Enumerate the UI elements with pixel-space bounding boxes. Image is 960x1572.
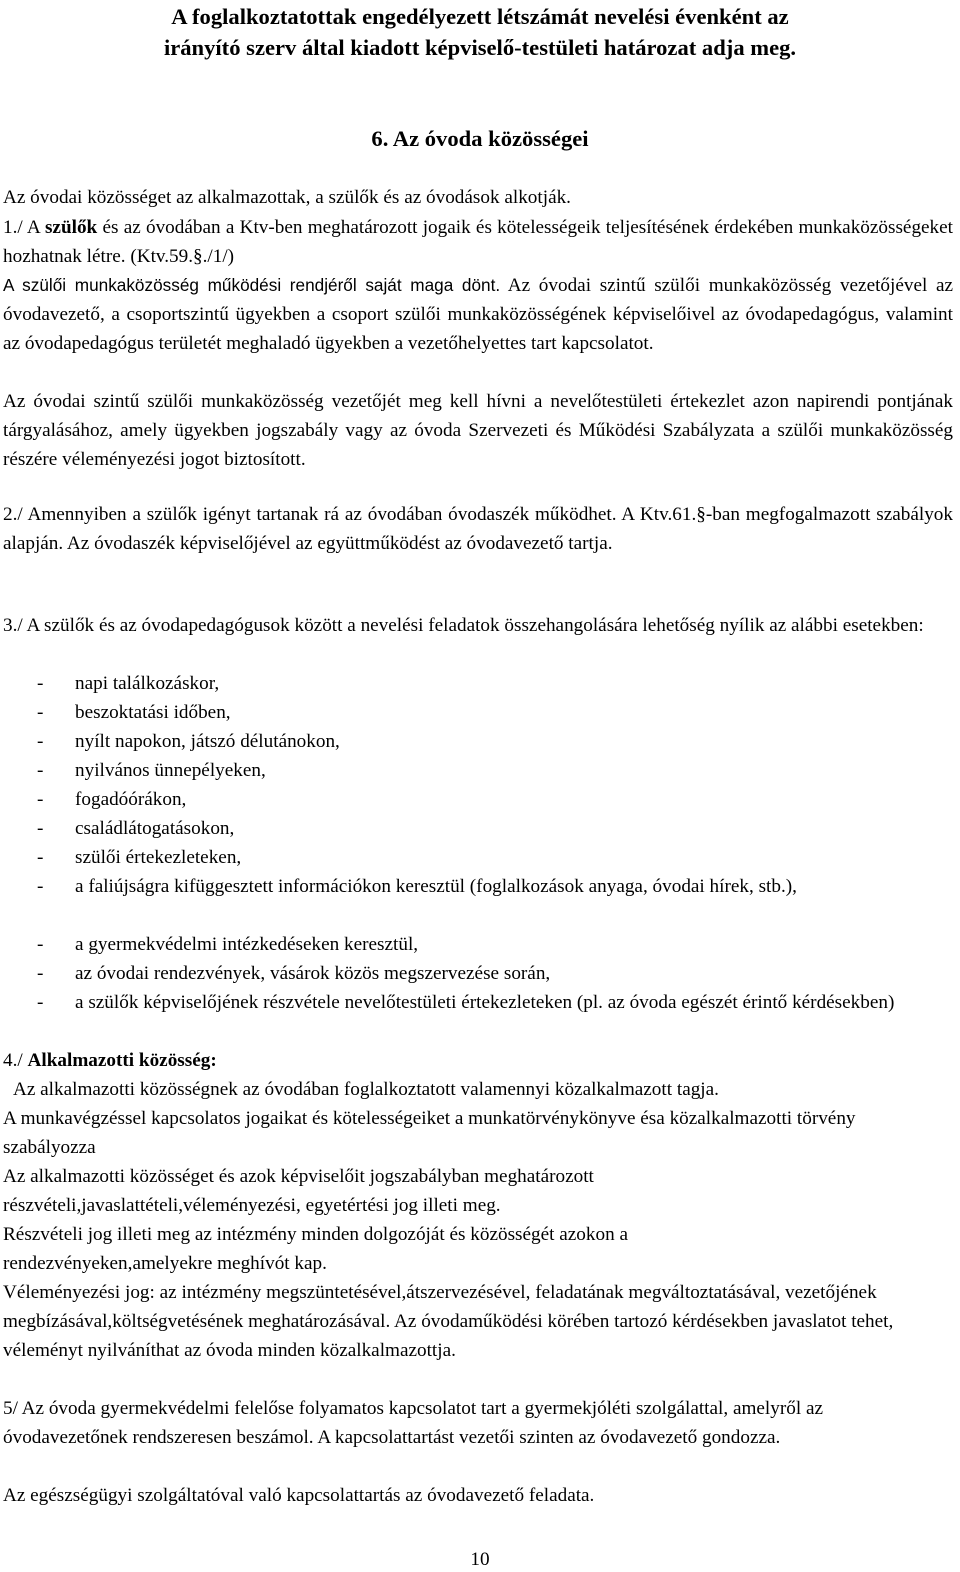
- list-item: - beszoktatási időben,: [37, 702, 231, 723]
- parent-committee-text: Az óvodai szintű szülői munkaközösség vezetőjével az óvodavezető, a csoportszintű ügyekben a csoport szülői munkaközösségének képviselőivel az óvodapedagógus, valamint az óvodapedagógus területét meghaladó ügyekben a vezetőhelyettes tart kapcsolatot.: [3, 275, 953, 354]
- page-number: 10: [470, 1549, 490, 1570]
- paragraph-staff-heading: [3, 1046, 953, 1075]
- list-item: - az óvodai rendezvények, vásárok közös megszervezése során,: [37, 963, 551, 984]
- bold-term-parents: szülők: [44, 217, 98, 238]
- paragraph-participation-right: Részvételi jog illeti meg az intézmény minden dolgozóját és közösségét azokon a rendezvényeken,amelyekre meghívót kap.: [3, 1224, 628, 1274]
- paragraph-committee-invite: Az óvodai szintű szülői munkaközösség vezetőjét meg kell hívni a nevelőtestületi értekezlet azon napirendi pontjának tárgyalásához, amely ügyekben jogszabály vagy az óvoda Szervezeti és Működési Szabályzata a szülői munkaközösség részére véleményezési jogot biztosított.: [3, 391, 953, 470]
- paragraph-parent-committee: [3, 271, 953, 358]
- list-item: - a gyermekvédelmi intézkedéseken keresztül,: [37, 934, 419, 955]
- bold-term-staff: Alkalmazotti közösség:: [27, 1050, 217, 1071]
- paragraph-parents-text: és az óvodában a Ktv-ben meghatározott jogaik és kötelességeik teljesítésének érdekében munkaközösségeket hozhatnak létre. (Ktv.59.§./1/): [3, 217, 953, 267]
- paragraph-number: 4./: [3, 1050, 28, 1071]
- section-intro: Az óvodai közösséget az alkalmazottak, a szülők és az óvodások alkotják.: [3, 187, 571, 208]
- list-item: - nyílt napokon, játszó délutánokon,: [37, 731, 340, 752]
- heading-line-2: irányító szerv által kiadott képviselő-testületi határozat adja meg.: [163, 35, 797, 60]
- paragraph-health-service: Az egészségügyi szolgáltatóval való kapcsolattartás az óvodavezető feladata.: [3, 1485, 595, 1506]
- paragraph-parents: [3, 213, 953, 271]
- paragraph-opinion-right: Véleményezési jog: az intézmény megszüntetésével,átszervezésével, feladatának megváltoztatásával, vezetőjének megbízásával,költségvetésének meghatározásával. Az óvodaműködési körében tartozó kérdésekben javaslatot tehet, véleményt nyilváníthat az óvoda minden közalkalmazottja.: [3, 1282, 894, 1361]
- section-title: 6. Az óvoda közösségei: [371, 126, 589, 151]
- heading-line-1: A foglalkoztatottak engedélyezett létszámát nevelési évenként az: [171, 4, 789, 29]
- paragraph-cooperation: 3./ A szülők és az óvodapedagógusok között a nevelési feladatok összehangolására lehetőség nyílik az alábbi esetekben:: [3, 615, 924, 636]
- paragraph-staff-members: Az alkalmazotti közösségnek az óvodában foglalkoztatott valamennyi közalkalmazott tagja.: [13, 1079, 719, 1100]
- paragraph-staff-representatives: Az alkalmazotti közösséget és azok képviselőit jogszabályban meghatározott részvételi,javaslattételi,véleményezési, egyetértési jog illeti meg.: [3, 1166, 594, 1216]
- list-item: - a faliújságra kifüggesztett információkon keresztül (foglalkozások anyaga, óvodai hírek, stb.),: [37, 876, 797, 897]
- parent-committee-lead: A szülői munkaközösség működési rendjéről saját maga dönt.: [3, 275, 501, 295]
- paragraph-number: 1./ A: [3, 217, 45, 238]
- list-item: - fogadóórákon,: [37, 789, 187, 810]
- list-item: - nyilvános ünnepélyeken,: [37, 760, 266, 781]
- paragraph-child-protection: 5/ Az óvoda gyermekvédelmi felelőse folyamatos kapcsolatot tart a gyermekjóléti szolgálattal, amelyről az óvodavezetőnek rendszeresen beszámol. A kapcsolattartást vezetői szinten az óvodavezető gondozza.: [3, 1398, 823, 1448]
- list-item: - szülői értekezleteken,: [37, 847, 242, 868]
- list-item: - napi találkozáskor,: [37, 673, 220, 694]
- list-item: - családlátogatásokon,: [37, 818, 235, 839]
- list-item: - a szülők képviselőjének részvétele nevelőtestületi értekezleteken (pl. az óvoda egészét érintő kérdésekben): [37, 992, 895, 1013]
- paragraph-board: 2./ Amennyiben a szülők igényt tartanak rá az óvodában óvodaszék működhet. A Ktv.61.§-ban megfogalmazott szabályok alapján. Az óvodaszék képviselőjével az együttműködést az óvodavezető tartja.: [3, 504, 953, 554]
- paragraph-staff-rights: A munkavégzéssel kapcsolatos jogaikat és kötelességeiket a munkatörvénykönyve ésa közalkalmazotti törvény szabályozza: [3, 1108, 856, 1158]
